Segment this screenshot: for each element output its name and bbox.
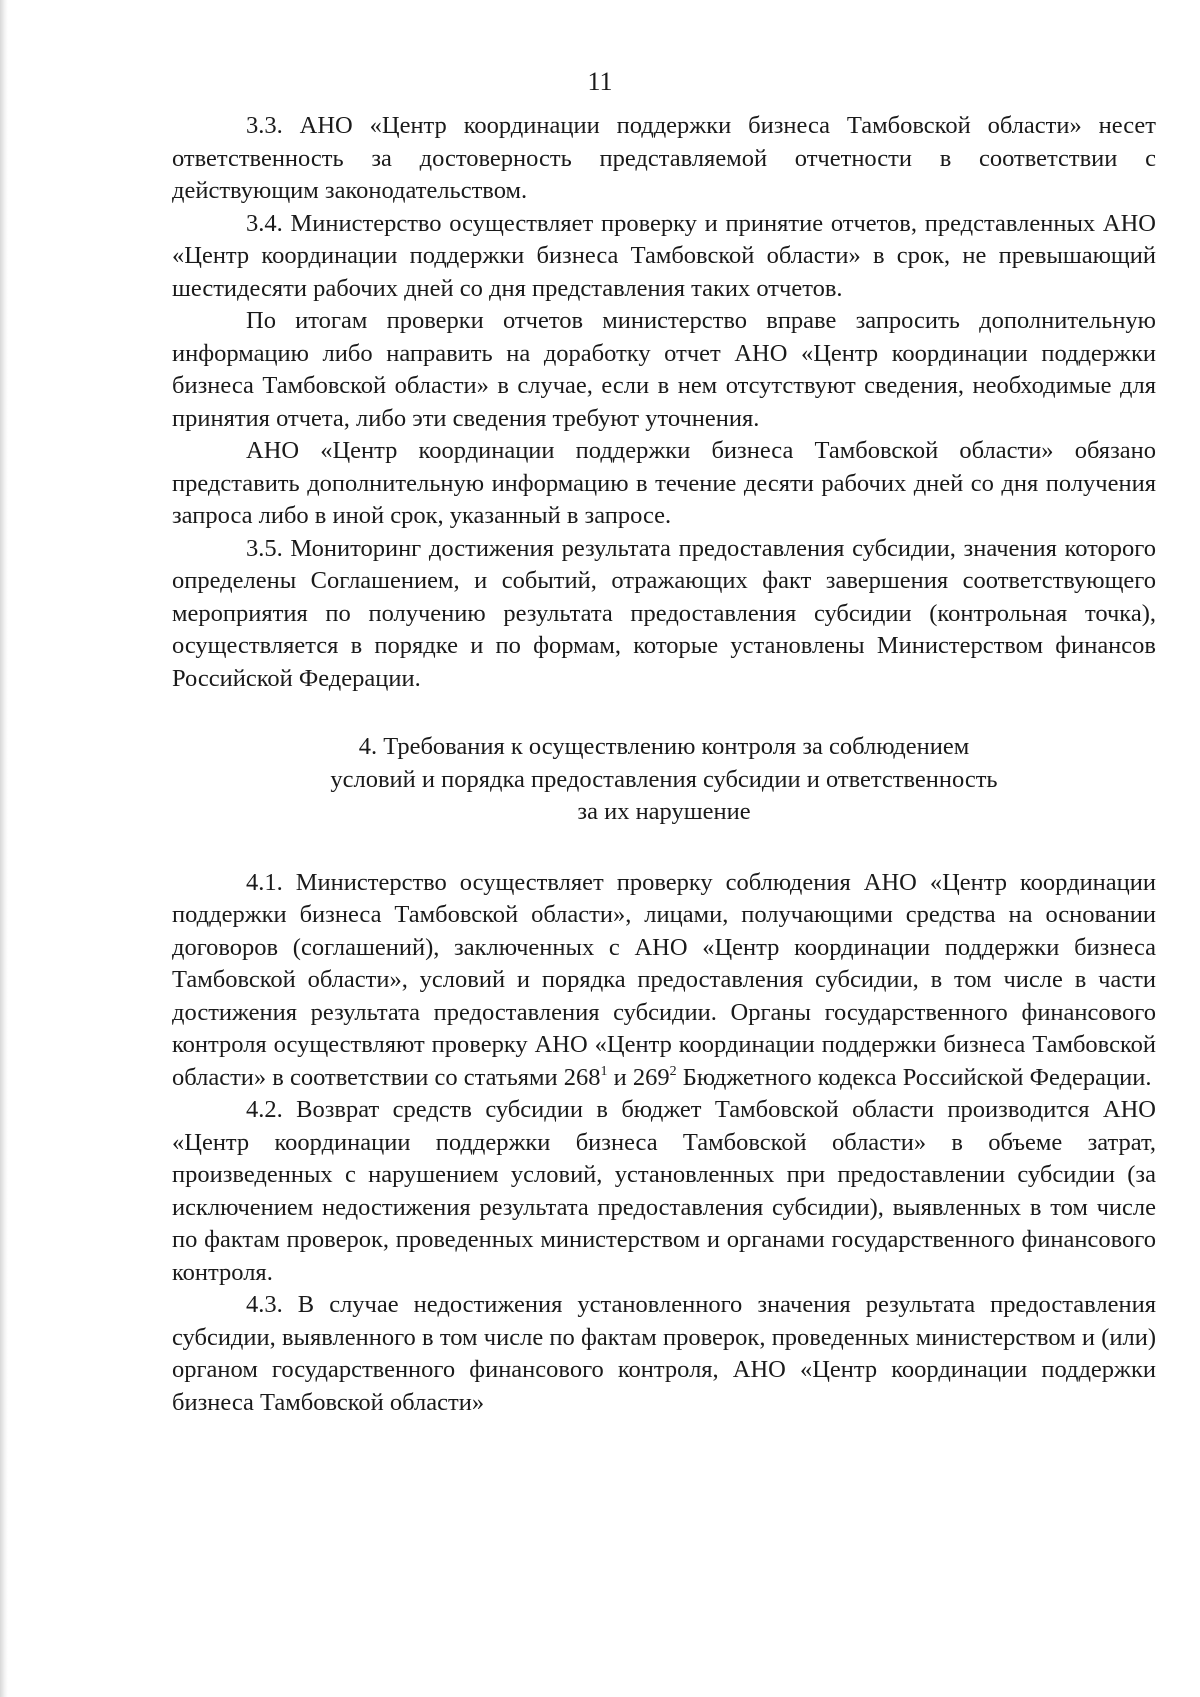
article-269-superscript: 2 [669,1063,677,1079]
paragraph-4-2: 4.2. Возврат средств субсидии в бюджет Тамбовской области производится АНО «Центр координации поддержки бизнеса Тамбовской области» в объеме затрат, произведенных с нарушением условий, установленных при предоставлении субсидии (за исключением недостижения результата предоставления субсидии), выявленных в том числе по фактам проверок, проведенных министерством и органами государственного финансового контроля. [172,1096,1156,1286]
scan-edge-shadow [0,0,8,1697]
paragraph-4-1 [172,867,1156,1095]
paragraph-additional-info: АНО «Центр координации поддержки бизнеса Тамбовской области» обязано представить дополнительную информацию в течение десяти рабочих дней со дня получения запроса либо в иной срок, указанный в запросе. [172,437,1156,529]
article-268-superscript: 1 [600,1063,608,1079]
paragraph-4-1-text-before: 4.1. Министерство осуществляет проверку соблюдения АНО «Центр координации поддержки бизнеса Тамбовской области», лицами, получающими средства на основании договоров (соглашений), заключенных с АНО «Центр координации поддержки бизнеса Тамбовской области», условий и порядка предоставления субсидии, в том числе в части достижения результата предоставления субсидии. Органы государственного финансового контроля осуществляют проверку АНО «Центр координации поддержки бизнеса Тамбовской области» в соответствии со статьями 268 [172,868,1156,1091]
section-4-heading [172,731,1156,829]
heading-line-1: 4. Требования к осуществлению контроля за соблюдением [358,733,970,760]
heading-line-3: за их нарушение [577,798,751,825]
paragraph-3-4: 3.4. Министерство осуществляет проверку и принятие отчетов, представленных АНО «Центр координации поддержки бизнеса Тамбовской области» в срок, не превышающий шестидесяти рабочих дней со дня представления таких отчетов. [172,209,1156,302]
paragraph-4-1-text-middle: и 269 [607,1063,670,1091]
paragraph-3-5: 3.5. Мониторинг достижения результата предоставления субсидии, значения которого определены Соглашением, и событий, отражающих факт завершения соответствующего мероприятия по получению результата предоставления субсидии (контрольная точка), осуществляется в порядке и по формам, которые установлены Министерством финансов Российской Федерации. [172,534,1156,692]
document-body [172,110,1156,1419]
page-number: 11 [587,67,613,96]
heading-line-2: условий и порядка предоставления субсидии и ответственность [330,765,998,793]
paragraph-4-1-text-after: Бюджетного кодекса Российской Федерации. [676,1063,1152,1091]
paragraph-3-3: 3.3. АНО «Центр координации поддержки бизнеса Тамбовской области» несет ответственность за достоверность представляемой отчетности в соответствии с действующим законодательством. [172,112,1156,204]
paragraph-4-3: 4.3. В случае недостижения установленного значения результата предоставления субсидии, выявленного в том числе по фактам проверок, проведенных министерством и (или) органом государственного финансового контроля, АНО «Центр координации поддержки бизнеса Тамбовской области» [172,1291,1156,1416]
paragraph-check-results: По итогам проверки отчетов министерство вправе запросить дополнительную информацию либо направить на доработку отчет АНО «Центр координации поддержки бизнеса Тамбовской области» в случае, если в нем отсутствуют сведения, необходимые для принятия отчета, либо эти сведения требуют уточнения. [172,307,1156,432]
